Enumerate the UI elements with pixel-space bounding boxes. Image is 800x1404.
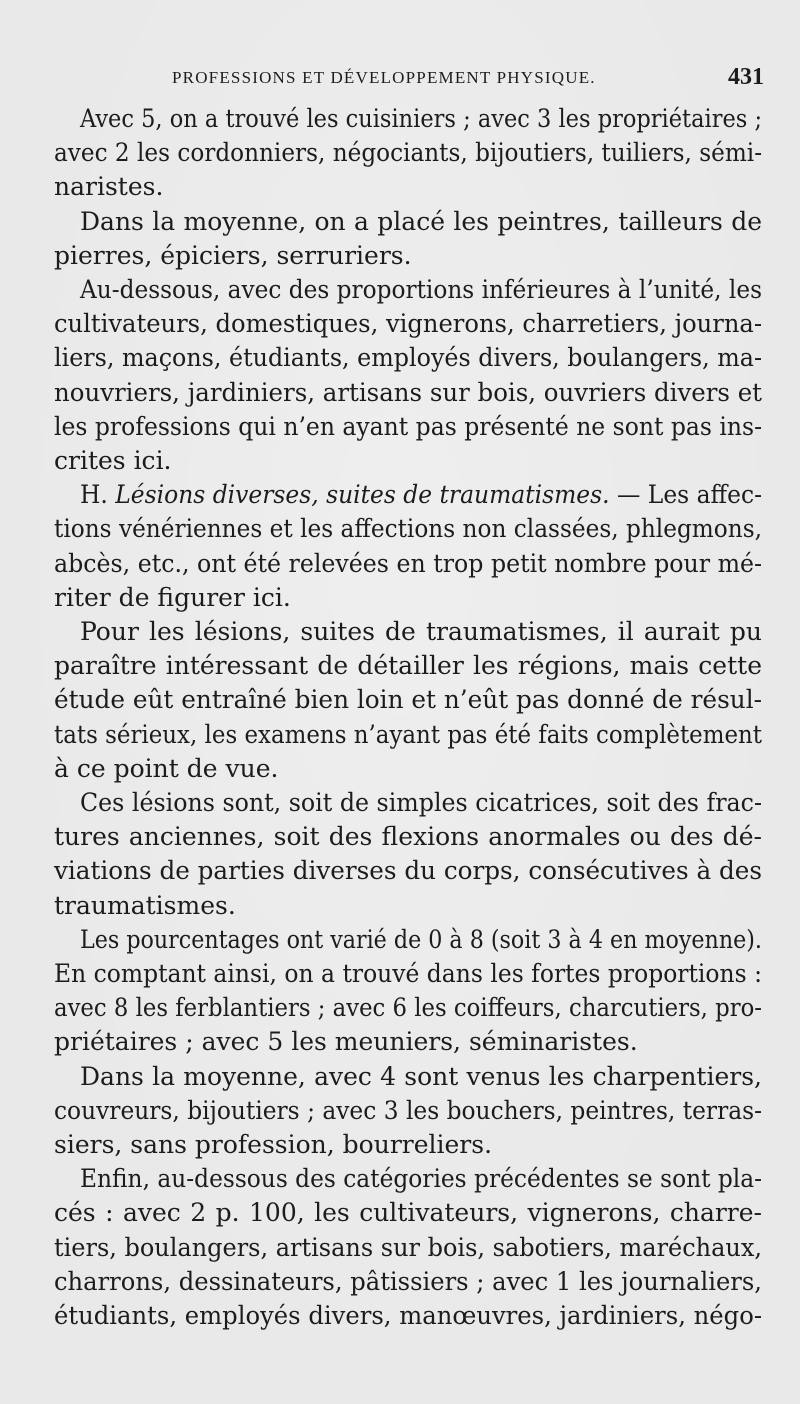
text-line: Dans la moyenne, avec 4 sont venus les charpentiers,	[80, 1061, 762, 1091]
text-line: Au-dessous, avec des proportions inférieures à l’unité, les	[80, 275, 763, 304]
text-line: Avec 5, on a trouvé les cuisiniers ; avec 3 les propriétaires ;	[80, 104, 763, 133]
text-line: cultivateurs, domestiques, vignerons, charretiers, journa-	[54, 309, 763, 339]
text-line: Pour les lésions, suites de traumatismes, il aurait pu	[80, 617, 762, 646]
text-line: couvreurs, bijoutiers ; avec 3 les bouchers, peintres, terras-	[54, 1095, 762, 1125]
text-line: tiers, boulangers, artisans sur bois, sabotiers, maréchaux,	[54, 1232, 763, 1262]
text-line: crites ici.	[54, 446, 172, 475]
text-line: les professions qui n’en ayant pas présenté ne sont pas ins-	[54, 411, 763, 441]
text-line: En comptant ainsi, on a trouvé dans les fortes proportions :	[54, 959, 762, 988]
text-line: étude eût entraîné bien loin et n’eût pas donné de résul-	[54, 685, 762, 715]
text-line: paraître intéressant de détailler les régions, mais cette	[54, 651, 762, 681]
text-line: traumatismes.	[54, 890, 236, 920]
running-title: PROFESSIONS ET DÉVELOPPEMENT PHYSIQUE.	[172, 68, 596, 87]
text-line: tats sérieux, les examens n’ayant pas été faits complètement	[54, 719, 763, 749]
text-line: avec 8 les ferblantiers ; avec 6 les coiffeurs, charcutiers, pro-	[54, 993, 762, 1023]
text-line: avec 2 les cordonniers, négociants, bijoutiers, tuiliers, sémi-	[54, 138, 763, 168]
text-line: à ce point de vue.	[54, 753, 279, 783]
text-line: pierres, épiciers, serruriers.	[54, 240, 412, 270]
text-line: riter de figurer ici.	[54, 582, 291, 612]
page-header	[172, 64, 764, 96]
text-line: liers, maçons, étudiants, employés divers, boulangers, ma-	[54, 343, 763, 373]
text-line: Ces lésions sont, soit de simples cicatrices, soit des frac-	[80, 788, 762, 817]
text-line: Dans la moyenne, on a placé les peintres, tailleurs de	[80, 206, 762, 236]
text-line: Les pourcentages ont varié de 0 à 8 (soit 3 à 4 en moyenne).	[80, 924, 762, 954]
text-line: tures anciennes, soit des flexions anormales ou des dé-	[54, 822, 762, 852]
text-line: naristes.	[54, 172, 164, 202]
text-line: Enfin, au-dessous des catégories précédentes se sont pla-	[80, 1164, 763, 1194]
text-line: nouvriers, jardiniers, artisans sur bois, ouvriers divers et	[54, 377, 763, 407]
text-line: étudiants, employés divers, manœuvres, jardiniers, négo-	[54, 1301, 763, 1330]
text-line: cés : avec 2 p. 100, les cultivateurs, vignerons, charre-	[54, 1198, 762, 1228]
text-line: abcès, etc., ont été relevées en trop petit nombre pour mé-	[54, 548, 763, 578]
page-number: 431	[728, 64, 764, 90]
text-line: tions vénériennes et les affections non classées, phlegmons,	[54, 514, 763, 544]
text-line: H. Lésions diverses, suites de traumatismes. — Les affec-	[80, 480, 763, 510]
text-line: priétaires ; avec 5 les meuniers, séminaristes.	[54, 1027, 638, 1057]
text-line: viations de parties diverses du corps, consécutives à des	[54, 856, 763, 886]
text-line: charrons, dessinateurs, pâtissiers ; avec 1 les journaliers,	[54, 1266, 762, 1296]
text-line: siers, sans profession, bourreliers.	[54, 1130, 493, 1159]
